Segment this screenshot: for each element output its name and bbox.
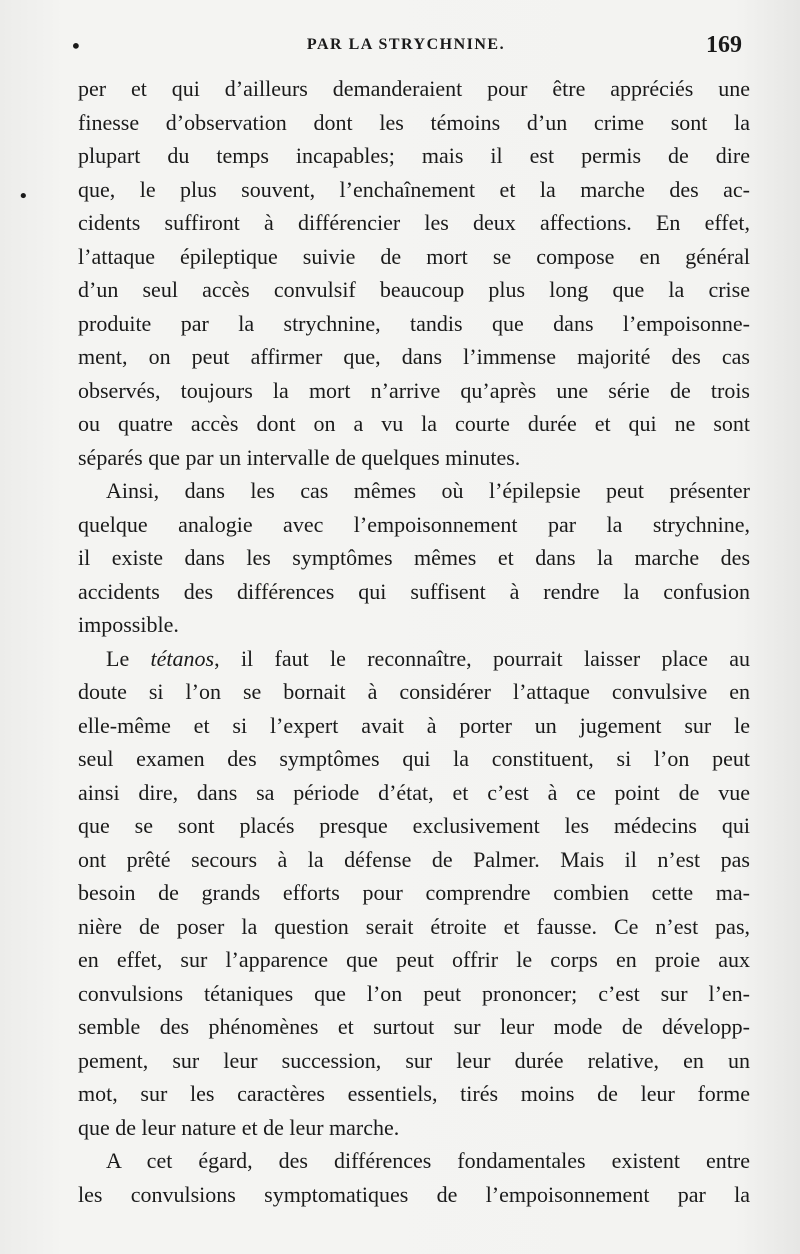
text-line: mot, sur les caractères essentiels, tirés moins de leur forme (78, 1081, 750, 1106)
text-line: ont prêté secours à la défense de Palmer. Mais il n’est pas (78, 846, 750, 872)
body-text (78, 72, 750, 1211)
text-line: impossible. (78, 612, 179, 637)
text-line: en effet, sur l’apparence que peut offrir le corps en proie aux (78, 947, 750, 972)
text-line: d’un seul accès convulsif beaucoup plus long que la crise (78, 277, 750, 302)
line-prefix: Le (106, 645, 151, 671)
text-line: per et qui d’ailleurs demanderaient pour être appréciés une (78, 76, 750, 101)
text-line: seul examen des symptômes qui la constituent, si l’on peut (78, 746, 750, 771)
line-rest: , il faut le reconnaître, pourrait laisser place au (214, 645, 751, 671)
text-line: semble des phénomènes et surtout sur leur mode de développ- (78, 1014, 750, 1039)
page-header (70, 32, 742, 64)
text-line: il existe dans les symptômes mêmes et dans la marche des (78, 545, 750, 570)
text-line: l’attaque épileptique suivie de mort se compose en général (78, 243, 750, 269)
text-line: convulsions tétaniques que l’on peut prononcer; c’est sur l’en- (78, 980, 750, 1006)
text-line: finesse d’observation dont les témoins d’un crime sont la (78, 109, 750, 135)
text-line: cidents suffiront à différencier les deux affections. En effet, (78, 210, 750, 235)
text-line: doute si l’on se bornait à considérer l’attaque convulsive en (78, 679, 750, 704)
margin-mark: • (18, 186, 29, 207)
text-line: elle-même et si l’expert avait à porter un jugement sur le (78, 712, 750, 738)
text-line: A cet égard, des différences fondamentales existent entre (106, 1148, 750, 1173)
text-line: ainsi dire, dans sa période d’état, et c’est à ce point de vue (78, 779, 750, 805)
text-line: que se sont placés presque exclusivement les médecins qui (78, 813, 750, 838)
text-line: besoin de grands efforts pour comprendre combien cette ma- (78, 880, 750, 905)
text-line-with-term (78, 642, 750, 676)
text-line: Ainsi, dans les cas mêmes où l’épilepsie peut présenter (106, 478, 750, 503)
text-line: quelque analogie avec l’empoisonnement par la strychnine, (78, 511, 750, 537)
italic-term: tétanos (150, 645, 215, 671)
text-line: les convulsions symptomatiques de l’empoisonnement par la (78, 1181, 750, 1207)
text-line: que de leur nature et de leur marche. (78, 1114, 400, 1140)
header-ornament: • (70, 34, 82, 58)
text-line: observés, toujours la mort n’arrive qu’après une série de trois (78, 377, 750, 403)
text-line: produite par la strychnine, tandis que dans l’empoisonne- (78, 310, 750, 336)
text-line: pement, sur leur succession, sur leur durée relative, en un (78, 1047, 750, 1073)
running-head: PAR LA STRYCHNINE. (306, 36, 506, 53)
page-number: 169 (706, 32, 742, 58)
text-line: ou quatre accès dont on a vu la courte durée et qui ne sont (78, 411, 750, 436)
text-line: plupart du temps incapables; mais il est permis de dire (78, 143, 750, 168)
text-line: nière de poser la question serait étroite et fausse. Ce n’est pas, (78, 913, 750, 939)
text-line: séparés que par un intervalle de quelques minutes. (78, 444, 521, 470)
text-line: ment, on peut affirmer que, dans l’immense majorité des cas (78, 344, 750, 369)
text-line: que, le plus souvent, l’enchaînement et la marche des ac- (78, 176, 750, 202)
text-line: accidents des différences qui suffisent à rendre la confusion (78, 578, 750, 604)
